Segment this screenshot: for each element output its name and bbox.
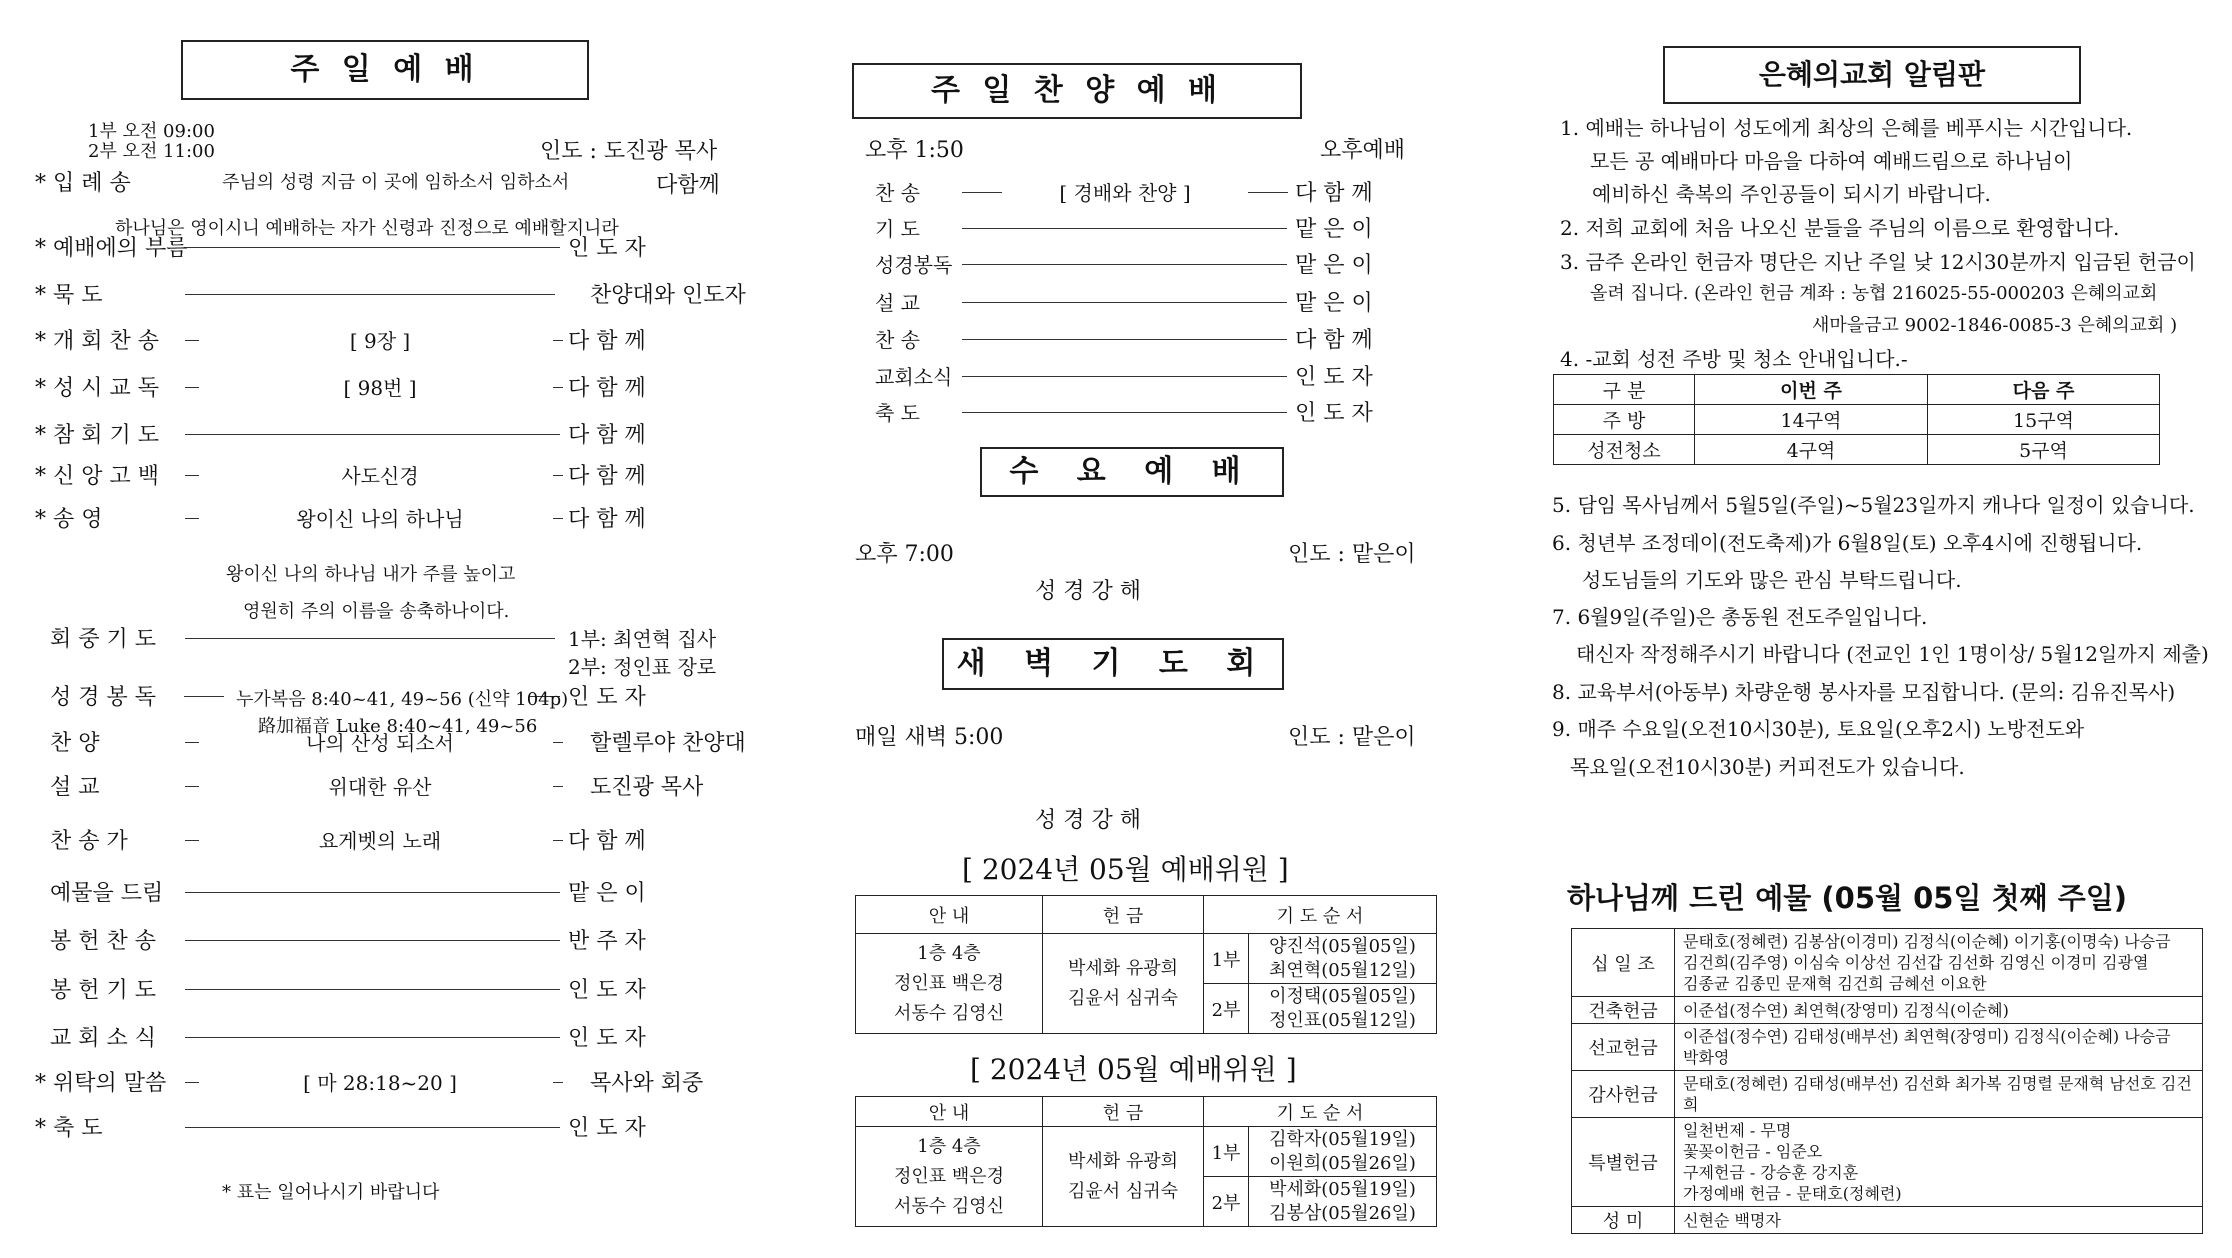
leader-line [185, 434, 560, 435]
offering-names: 김종균 김종민 문재혁 김건희 금혜선 이요한 [1683, 974, 1987, 993]
wednesday-bible: 성 경 강 해 [1035, 579, 1141, 604]
leader-line [553, 340, 563, 341]
offering-names: 이준섭(정수연) 최연혁(장영미) 김정식(이순혜) [1683, 1000, 2009, 1020]
praise-order-label: 설 교 [875, 291, 920, 315]
order-performer: 할렐루야 찬양대 [590, 731, 746, 756]
order-label: * 위탁의 말씀 [35, 1071, 167, 1096]
leader-line [1248, 192, 1288, 193]
leader-line [962, 376, 1287, 377]
offering-names: 박화영 [1683, 1048, 1730, 1067]
leader-line [185, 1127, 560, 1128]
praise-order-label: 성경봉독 [875, 253, 953, 277]
leader-line [553, 518, 563, 519]
order-performer: 인 도 자 [568, 978, 646, 1003]
order-performer: 도진광 목사 [590, 775, 704, 800]
offering-names: 이준섭(정수연) 김태성(배부선) 최연혁(장영미) 김정식(이순혜) 나승금 [1683, 1027, 2171, 1046]
leader-line [185, 638, 555, 639]
praise-order-performer: 다 함 께 [1295, 181, 1373, 206]
offering-names-2: 김윤서 심귀숙 [1067, 1180, 1179, 1202]
committee-table-2 [855, 1096, 1437, 1227]
header-offering: 헌 금 [1043, 896, 1204, 934]
offering-category: 십 일 조 [1572, 929, 1675, 997]
offering-names-1: 박세화 유광희 [1067, 957, 1179, 979]
order-performer: 인 도 자 [568, 236, 646, 261]
offering-names: 구제헌금 - 강승훈 강지훈 [1683, 1163, 1859, 1182]
notice-line: 2. 저희 교회에 처음 나오신 분들을 주님의 이름으로 환영합니다. [1560, 216, 2120, 240]
dawn-time: 매일 새벽 5:00 [855, 725, 1004, 750]
cleaning-header: 구 분 [1554, 375, 1695, 405]
notice-line: 9. 매주 수요일(오전10시30분), 토요일(오후2시) 노방전도와 [1552, 717, 2085, 741]
order-performer: 반 주 자 [568, 929, 646, 954]
service-time-2: 2부 오전 11:00 [88, 141, 215, 162]
prayer-leader-1: 1부: 최연혁 집사 [568, 627, 717, 651]
notice-line: 6. 청년부 조정데이(전도축제)가 6월8일(토) 오후4시에 진행됩니다. [1552, 531, 2143, 555]
dawn-bible: 성 경 강 해 [1035, 808, 1141, 833]
order-label: 설 교 [50, 775, 100, 800]
leader-line [185, 989, 560, 990]
order-item: 요게벳의 노래 [318, 829, 442, 853]
notice-line: 성도님들의 기도와 많은 관심 부탁드립니다. [1582, 568, 1962, 592]
order-performer: 다 함 께 [568, 829, 646, 854]
order-label: 봉 헌 기 도 [50, 978, 156, 1003]
leader-line [553, 742, 563, 743]
praise-order-label: 찬 송 [875, 181, 920, 205]
order-label: 찬 양 [50, 731, 100, 756]
notice-line: 3. 금주 온라인 헌금자 명단은 지난 주일 낮 12시30분까지 입금된 헌금이 [1560, 250, 2196, 274]
order-performer: 다 함 께 [568, 423, 646, 448]
order-performer: 인 도 자 [568, 685, 646, 710]
leader-line [185, 892, 560, 893]
praise-order-performer: 맡 은 이 [1295, 217, 1373, 242]
order-label: 봉 헌 찬 송 [50, 929, 156, 954]
order-label: 회 중 기 도 [50, 627, 156, 652]
praise-order-performer: 인 도 자 [1295, 365, 1373, 390]
cleaning-cell: 5구역 [1928, 435, 2160, 465]
header-guide: 안 내 [856, 1097, 1043, 1127]
service-time-1: 1부 오전 09:00 [88, 121, 215, 142]
notice-line: 태신자 작정해주시기 바랍니다 (전교인 1인 1명이상/ 5월12일까지 제출) [1576, 642, 2209, 666]
header-prayer-order: 기 도 순 서 [1204, 896, 1437, 934]
order-label: * 예배에의 부름 [35, 236, 188, 261]
order-label: * 신 앙 고 백 [35, 464, 159, 489]
order-performer: 다함께 [656, 173, 720, 198]
order-item: 주님의 성령 지금 이 곳에 임하소서 임하소서 [222, 172, 570, 193]
leader-line [553, 475, 563, 476]
notice-line: 목요일(오전10시30분) 커피전도가 있습니다. [1570, 755, 1965, 779]
notice-line: 5. 담임 목사님께서 5월5일(주일)~5월23일까지 캐나다 일정이 있습니다. [1552, 493, 2195, 517]
praise-order-performer: 맡 은 이 [1295, 291, 1373, 316]
order-performer: 맡 은 이 [568, 881, 646, 906]
order-label: 찬 송 가 [50, 829, 128, 854]
prayer-name: 박세화(05월19일) [1269, 1178, 1416, 1200]
leader-line [185, 340, 199, 341]
leader-line [185, 840, 199, 841]
committee-title-2: [ 2024년 05월 예배위원 ] [970, 1053, 1297, 1086]
notice-line: 7. 6월9일(주일)은 총동원 전도주일입니다. [1552, 605, 1928, 629]
order-item: 사도신경 [341, 464, 419, 488]
entrance-song-line2: 하나님은 영이시니 예배하는 자가 신령과 진정으로 예배할지니라 [115, 218, 619, 239]
standing-note: * 표는 일어나시기 바랍니다 [222, 1182, 440, 1203]
offering-category: 건축헌금 [1572, 997, 1675, 1024]
bible-reading-chinese: 路加福音 Luke 8:40~41, 49~56 [258, 716, 538, 737]
prayer-part: 1부 [1204, 934, 1249, 984]
leader-line [553, 1082, 563, 1083]
guide-floors: 1층 4층 [917, 1135, 981, 1157]
notice-line: 8. 교육부서(아동부) 차량운행 봉사자를 모집합니다. (문의: 김유진목사) [1552, 680, 2176, 704]
leader-line [185, 742, 199, 743]
guide-names-1: 정인표 백은경 [893, 972, 1005, 994]
order-item: [ 마 28:18~20 ] [303, 1071, 457, 1095]
prayer-part: 2부 [1204, 1177, 1249, 1227]
offering-names-1: 박세화 유광희 [1067, 1150, 1179, 1172]
praise-order-item: [ 경배와 찬양 ] [1059, 181, 1191, 205]
prayer-part: 1부 [1204, 1127, 1249, 1177]
order-item: [ 9장 ] [349, 329, 411, 353]
order-item: 왕이신 나의 하나님 [296, 507, 464, 531]
leader-line [962, 192, 1002, 193]
main-service-title: 주 일 예 배 [181, 40, 589, 100]
prayer-name: 이정택(05월05일) [1269, 985, 1416, 1007]
prayer-name: 최연혁(05월12일) [1269, 959, 1416, 981]
wednesday-title: 수 요 예 배 [980, 447, 1284, 497]
order-label: * 입 례 송 [35, 171, 131, 196]
dawn-prayer-title: 새 벽 기 도 회 [942, 638, 1284, 690]
leader-line [185, 475, 199, 476]
leader-line [185, 518, 199, 519]
prayer-name: 김학자(05월19일) [1269, 1128, 1416, 1150]
order-performer: 인 도 자 [568, 1116, 646, 1141]
offering-category: 선교헌금 [1572, 1024, 1675, 1071]
order-label: * 묵 도 [35, 283, 103, 308]
leader-line [185, 294, 555, 295]
committee-table-1 [855, 895, 1437, 1034]
service-leader: 인도 : 도진광 목사 [540, 139, 718, 164]
leader-line [185, 247, 560, 248]
guide-names-2: 서동수 김영신 [893, 1002, 1005, 1024]
prayer-part: 2부 [1204, 984, 1249, 1034]
offering-row [1572, 1118, 2203, 1207]
leader-line [185, 387, 199, 388]
order-performer: 다 함 께 [568, 507, 646, 532]
header-prayer-order: 기 도 순 서 [1204, 1097, 1437, 1127]
offering-names: 꽃꽂이헌금 - 임준오 [1683, 1142, 1823, 1161]
prayer-leader-2: 2부: 정인표 장로 [568, 655, 717, 679]
offering-names: 신현순 백명자 [1683, 1210, 1781, 1230]
offering-row [1572, 1207, 2203, 1234]
offering-row [1572, 997, 2203, 1024]
praise-order-label: 교회소식 [875, 365, 953, 389]
cleaning-cell: 14구역 [1695, 405, 1928, 435]
dawn-leader: 인도 : 맡은이 [1288, 725, 1416, 750]
cleaning-cell: 15구역 [1928, 405, 2160, 435]
prayer-name: 정인표(05월12일) [1269, 1009, 1416, 1031]
doxology-line3: 영원히 주의 이름을 송축하나이다. [243, 601, 510, 622]
order-label: * 참 회 기 도 [35, 423, 159, 448]
leader-line [185, 1082, 199, 1083]
leader-line [553, 840, 563, 841]
notice-line: 4. -교회 성전 주방 및 청소 안내입니다.- [1560, 347, 1908, 371]
notice-line: 올려 집니다. (온라인 헌금 계좌 : 농협 216025-55-000203 은혜의교회 [1590, 283, 2158, 304]
offering-row [1572, 1071, 2203, 1118]
leader-line [185, 786, 199, 787]
prayer-name: 김봉삼(05월26일) [1269, 1202, 1416, 1224]
praise-order-label: 찬 송 [875, 328, 920, 352]
order-item: 나의 산성 되소서 [306, 731, 454, 755]
order-performer: 인 도 자 [568, 1026, 646, 1051]
offering-title: 하나님께 드린 예물 (05월 05일 첫째 주일) [1567, 881, 2127, 915]
leader-line [962, 228, 1287, 229]
wednesday-leader: 인도 : 맡은이 [1288, 542, 1416, 567]
praise-order-label: 기 도 [875, 217, 920, 241]
offering-names: 김건희(김주영) 이심숙 이상선 김선갑 김선화 김영신 이경미 김광열 [1683, 953, 2149, 972]
offering-names: 문태호(정혜련) 김태성(배부선) 김선화 최가복 김명렬 문재혁 남선호 김건희 [1683, 1074, 2192, 1114]
cleaning-header: 다음 주 [1928, 375, 2160, 405]
order-item: 위대한 유산 [328, 775, 432, 799]
notice-line: 모든 공 예배마다 마음을 다하여 예배드림으로 하나님이 [1590, 149, 2073, 173]
cleaning-table [1553, 374, 2160, 465]
order-label: * 성 시 교 독 [35, 376, 159, 401]
order-label: * 개 회 찬 송 [35, 329, 159, 354]
cleaning-cell: 4구역 [1695, 435, 1928, 465]
order-performer: 찬양대와 인도자 [590, 283, 746, 308]
leader-line [553, 786, 563, 787]
cleaning-cell: 주 방 [1554, 405, 1695, 435]
offering-category: 특별헌금 [1572, 1118, 1675, 1207]
offering-category: 감사헌금 [1572, 1071, 1675, 1118]
offering-names: 문태호(정혜련) 김봉삼(이경미) 김정식(이순혜) 이기홍(이명숙) 나승금 [1683, 932, 2171, 951]
prayer-name: 양진석(05월05일) [1269, 935, 1416, 957]
leader-line [962, 339, 1287, 340]
leader-line [962, 302, 1287, 303]
order-label: 예물을 드림 [50, 881, 164, 906]
offering-row [1572, 1024, 2203, 1071]
offering-row [1572, 929, 2203, 997]
praise-order-label: 축 도 [875, 401, 920, 425]
order-item: [ 98번 ] [343, 376, 417, 400]
leader-line [962, 264, 1287, 265]
guide-floors: 1층 4층 [917, 942, 981, 964]
notice-line: 새마을금고 9002-1846-0085-3 은혜의교회 ) [1812, 315, 2178, 336]
header-offering: 헌 금 [1043, 1097, 1204, 1127]
praise-order-performer: 맡 은 이 [1295, 253, 1373, 278]
wednesday-time: 오후 7:00 [855, 542, 954, 567]
order-label: 성 경 봉 독 [50, 685, 156, 710]
order-performer: 다 함 께 [568, 329, 646, 354]
prayer-name: 이원희(05월26일) [1269, 1152, 1416, 1174]
praise-service-title: 주 일 찬 양 예 배 [852, 63, 1302, 119]
leader-line [184, 696, 224, 697]
praise-service-name: 오후예배 [1320, 138, 1406, 163]
committee-title-1: [ 2024년 05월 예배위원 ] [962, 853, 1289, 886]
cleaning-header: 이번 주 [1695, 375, 1928, 405]
leader-line [185, 940, 560, 941]
bulletin-board-title: 은혜의교회 알림판 [1663, 46, 2081, 104]
praise-order-performer: 인 도 자 [1295, 401, 1373, 426]
cleaning-cell: 성전청소 [1554, 435, 1695, 465]
offering-names: 가정예배 헌금 - 문태호(정혜련) [1683, 1184, 1902, 1203]
order-label: 교 회 소 식 [50, 1026, 156, 1051]
offering-names-2: 김윤서 심귀숙 [1067, 987, 1179, 1009]
guide-names-2: 서동수 김영신 [893, 1195, 1005, 1217]
bible-reading-korean: 누가복음 8:40~41, 49~56 (신약 104p) [236, 689, 569, 710]
offering-category: 성 미 [1572, 1207, 1675, 1234]
header-guide: 안 내 [856, 896, 1043, 934]
order-performer: 다 함 께 [568, 464, 646, 489]
guide-names-1: 정인표 백은경 [893, 1165, 1005, 1187]
doxology-line2: 왕이신 나의 하나님 내가 주를 높이고 [226, 564, 516, 585]
offering-table [1571, 928, 2203, 1234]
offering-names: 일천번제 - 무명 [1683, 1121, 1792, 1140]
notice-line: 1. 예배는 하나님이 성도에게 최상의 은혜를 베푸시는 시간입니다. [1560, 116, 2133, 140]
order-label: * 송 영 [35, 507, 103, 532]
praise-time: 오후 1:50 [865, 138, 964, 163]
order-performer: 다 함 께 [568, 376, 646, 401]
leader-line [553, 387, 563, 388]
leader-line [962, 412, 1287, 413]
order-label: * 축 도 [35, 1116, 103, 1141]
leader-line [185, 1037, 560, 1038]
order-performer: 목사와 회중 [590, 1071, 704, 1096]
praise-order-performer: 다 함 께 [1295, 328, 1373, 353]
notice-line: 예비하신 축복의 주인공들이 되시기 바랍니다. [1592, 182, 1991, 206]
